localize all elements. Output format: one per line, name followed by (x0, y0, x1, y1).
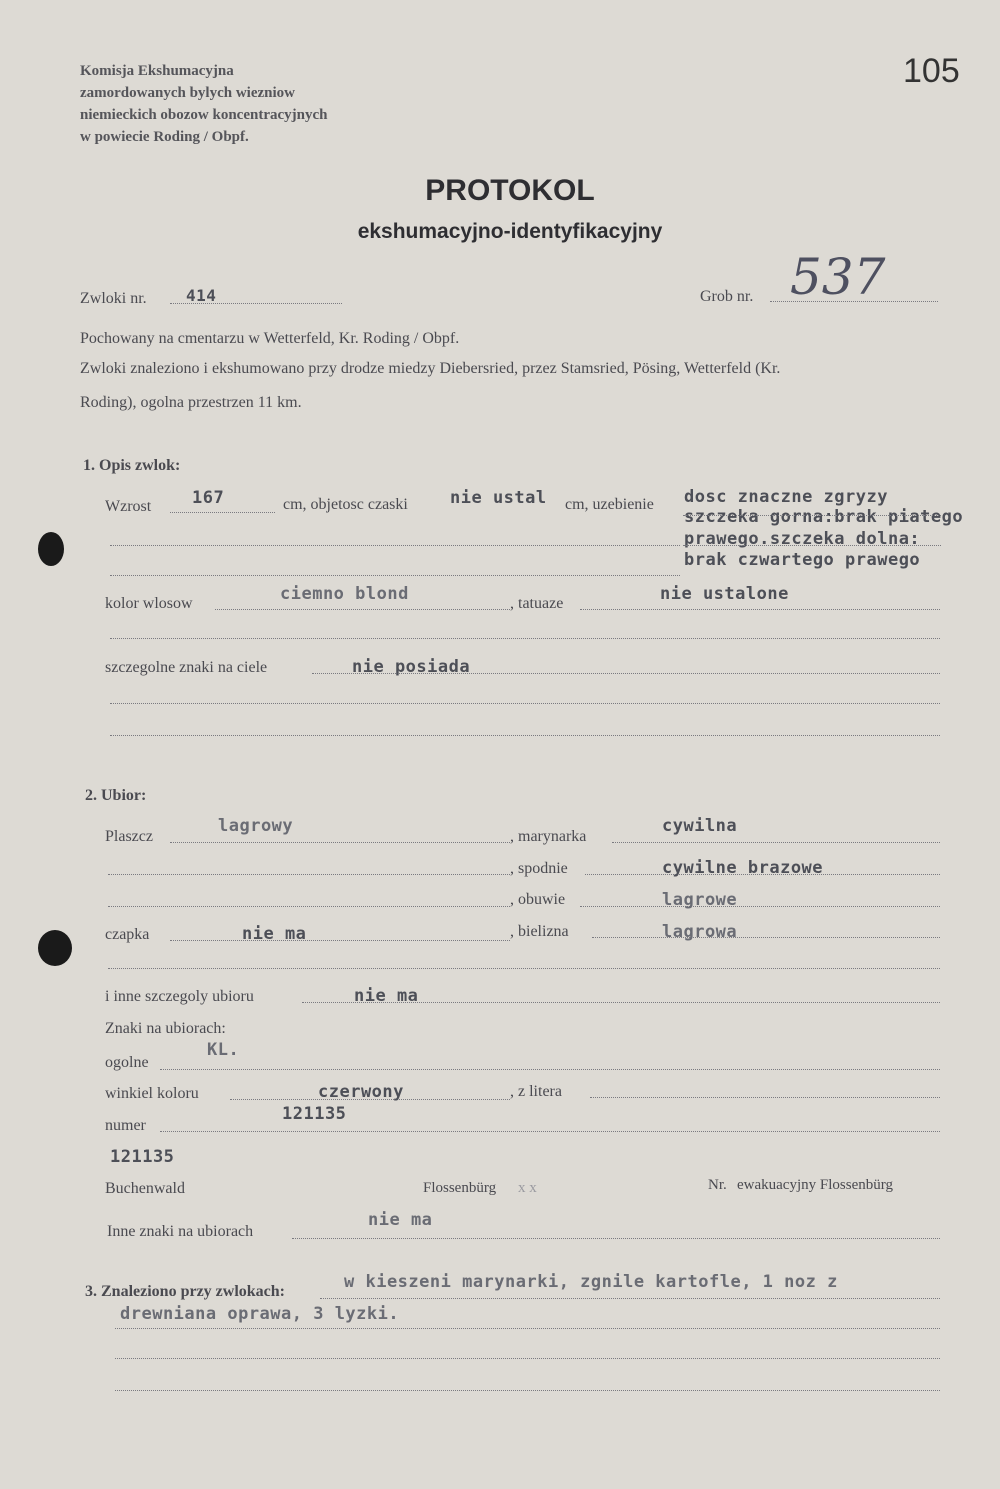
znaki-na-ciele-value: nie posiada (352, 657, 471, 677)
znaki-na-ciele-label: szczegolne znaki na ciele (105, 659, 268, 676)
section-3-line-1: w kieszeni marynarki, zgnile kartofle, 1 noz z (344, 1272, 838, 1292)
flossenburg-marks: x x (518, 1180, 537, 1196)
header-line-1: Komisja Ekshumacyjna (80, 63, 234, 79)
cm-uzebienie-label: cm, uzebienie (565, 496, 654, 513)
numer-value-handwritten: 121135 (110, 1147, 175, 1167)
inne-szczegoly-value: nie ma (354, 986, 419, 1006)
znaleziono-line-1: Zwloki znaleziono i ekshumowano przy drodze miedzy Diebersried, przez Stamsried, Pösing, Wetterfeld (Kr. (80, 360, 781, 377)
tatuaze-label: , tatuaze (510, 595, 564, 612)
nr-label: Nr. (708, 1177, 727, 1193)
uzebienie-line-3: prawego.szczeka dolna: (684, 529, 921, 549)
zwloki-value: 414 (186, 286, 217, 305)
winkiel-label: winkiel koloru (105, 1085, 199, 1102)
numer-value: 121135 (282, 1104, 347, 1124)
bielizna-label: , bielizna (510, 923, 569, 940)
punch-hole-top (38, 532, 64, 566)
numer-label: numer (105, 1117, 146, 1134)
header-line-4: w powiecie Roding / Obpf. (80, 129, 249, 145)
document-title: PROTOKOL (425, 174, 595, 207)
czapka-label: czapka (105, 926, 150, 943)
page-number: 105 (903, 52, 960, 90)
czaszka-value: nie ustal (450, 488, 547, 508)
grob-value: 537 (790, 248, 886, 306)
wzrost-label: Wzrost (105, 498, 152, 515)
plaszcz-value: lagrowy (218, 816, 294, 836)
kolor-wlosow-value: ciemno blond (280, 584, 409, 604)
uzebienie-line-4: brak czwartego prawego (684, 550, 921, 570)
ogolne-value: KL. (207, 1040, 240, 1060)
inne-znaki-value: nie ma (368, 1210, 433, 1230)
zwloki-label: Zwloki nr. (80, 290, 147, 307)
kolor-wlosow-label: kolor wlosow (105, 595, 193, 612)
winkiel-value: czerwony (318, 1082, 404, 1102)
obuwie-value: lagrowe (662, 890, 738, 910)
inne-szczegoly-label: i inne szczegoly ubioru (105, 988, 254, 1005)
znaleziono-line-2: Roding), ogolna przestrzen 11 km. (80, 394, 302, 411)
commission-header (80, 60, 327, 148)
tatuaze-value: nie ustalone (660, 584, 789, 604)
section-3-line-2: drewniana oprawa, 3 lyzki. (120, 1304, 400, 1324)
uzebienie-line-1: dosc znaczne zgryzy (684, 487, 888, 507)
spodnie-value: cywilne brazowe (662, 858, 824, 878)
obuwie-label: , obuwie (510, 891, 566, 908)
flossenburg-label: Flossenbürg (423, 1180, 497, 1196)
buchenwald-label: Buchenwald (105, 1180, 185, 1197)
z-litera-label: , z litera (510, 1083, 562, 1100)
marynarka-value: cywilna (662, 816, 738, 836)
section-2-heading: 2. Ubior: (85, 787, 147, 804)
ewakuacyjny-label: ewakuacyjny Flossenbürg (737, 1177, 893, 1193)
spodnie-label: , spodnie (510, 860, 568, 877)
header-line-2: zamordowanych bylych wiezniow (80, 85, 295, 101)
section-3-heading: 3. Znaleziono przy zwlokach: (85, 1283, 285, 1300)
cm-objetosc-label: cm, objetosc czaski (283, 496, 408, 513)
punch-hole-bottom (38, 930, 72, 966)
grob-label: Grob nr. (700, 288, 754, 305)
plaszcz-label: Plaszcz (105, 828, 153, 845)
header-line-3: niemieckich obozow koncentracyjnych (80, 107, 328, 123)
document-subtitle: ekshumacyjno-identyfikacyjny (357, 220, 663, 243)
znaki-na-ubiorach-label: Znaki na ubiorach: (105, 1020, 226, 1037)
section-1-heading: 1. Opis zwlok: (83, 457, 181, 474)
pochowany-text: Pochowany na cmentarzu w Wetterfeld, Kr. Roding / Obpf. (80, 330, 460, 347)
marynarka-label: , marynarka (510, 828, 587, 845)
ogolne-label: ogolne (105, 1054, 149, 1071)
wzrost-value: 167 (192, 488, 225, 508)
uzebienie-line-2: szczeka gorna:brak piatego (684, 507, 964, 527)
bielizna-value: lagrowa (662, 922, 738, 942)
inne-znaki-label: Inne znaki na ubiorach (107, 1223, 254, 1240)
czapka-value: nie ma (242, 924, 307, 944)
